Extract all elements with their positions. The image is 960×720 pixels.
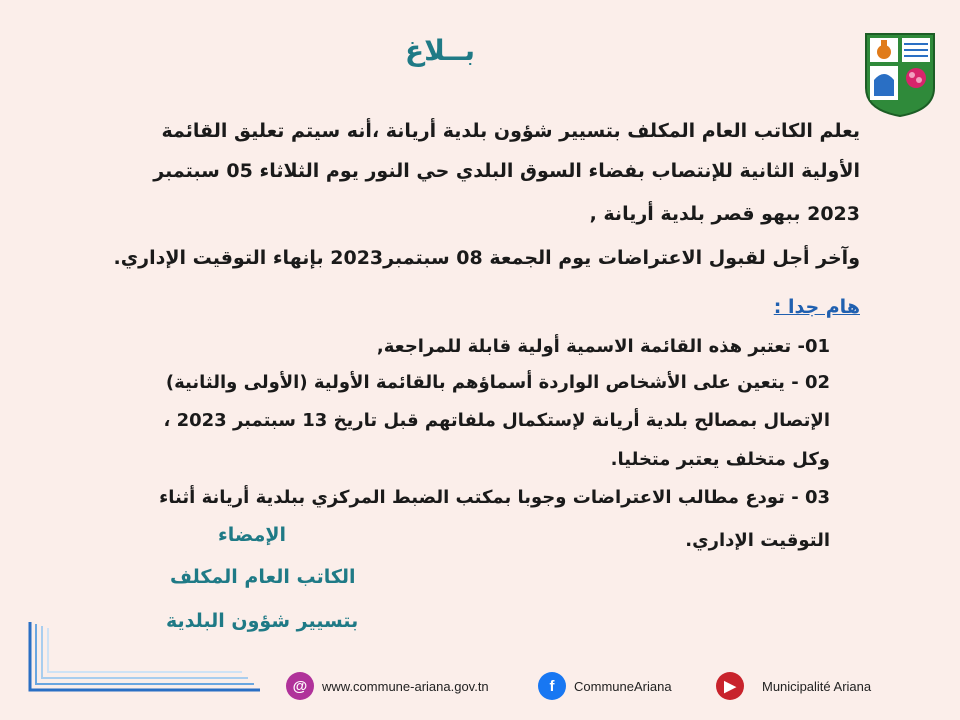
facebook-icon: f <box>538 672 566 700</box>
footer <box>280 668 920 704</box>
at-icon: @ <box>286 672 314 700</box>
important-heading: هام جدا : <box>773 296 860 318</box>
item-2-line-3: وكل متخلف يعتبر متخليا. <box>610 449 830 470</box>
footer-facebook[interactable] <box>538 668 672 704</box>
item-3-line-1: 03 - تودع مطالب الاعتراضات وجوبا بمكتب الضبط المركزي ببلدية أريانة أثناء <box>159 487 830 508</box>
body-line-3: 2023 ببهو قصر بلدية أريانة , <box>589 203 860 225</box>
body-line-4: وآخر أجل لقبول الاعتراضات يوم الجمعة 08 سبتمبر2023 بإنهاء التوقيت الإداري. <box>113 247 860 269</box>
footer-youtube[interactable] <box>716 668 871 704</box>
signature-department: بتسيير شؤون البلدية <box>166 610 359 632</box>
youtube-icon: ▶ <box>716 672 744 700</box>
signature-label: الإمضاء <box>218 524 286 546</box>
ariana-logo <box>862 30 938 118</box>
item-2-line-1: 02 - يتعين على الأشخاص الواردة أسماؤهم بالقائمة الأولية (الأولى والثانية) <box>165 372 830 393</box>
youtube-link[interactable]: Municipalité Ariana <box>762 678 872 694</box>
item-2-line-2: الإتصال بمصالح بلدية أريانة لإستكمال ملفاتهم قبل تاريخ 13 سبتمبر 2023 ، <box>163 410 830 431</box>
website-link[interactable]: www.commune-ariana.gov.tn <box>322 678 489 694</box>
footer-website[interactable] <box>286 668 489 704</box>
announcement-title: بــلاغ <box>404 34 476 67</box>
body-line-1: يعلم الكاتب العام المكلف بتسيير شؤون بلدية أريانة ،أنه سيتم تعليق القائمة <box>161 120 860 142</box>
item-3-line-2: التوقيت الإداري. <box>685 530 830 551</box>
facebook-link[interactable]: CommuneAriana <box>574 678 672 694</box>
body-line-2: الأولية الثانية للإنتصاب بفضاء السوق البلدي حي النور يوم الثلاثاء 05 سبتمبر <box>153 160 860 182</box>
decorative-lines <box>28 620 268 710</box>
signature-title: الكاتب العام المكلف <box>170 566 356 588</box>
item-1: 01- تعتبر هذه القائمة الاسمية أولية قابلة للمراجعة, <box>376 336 830 357</box>
